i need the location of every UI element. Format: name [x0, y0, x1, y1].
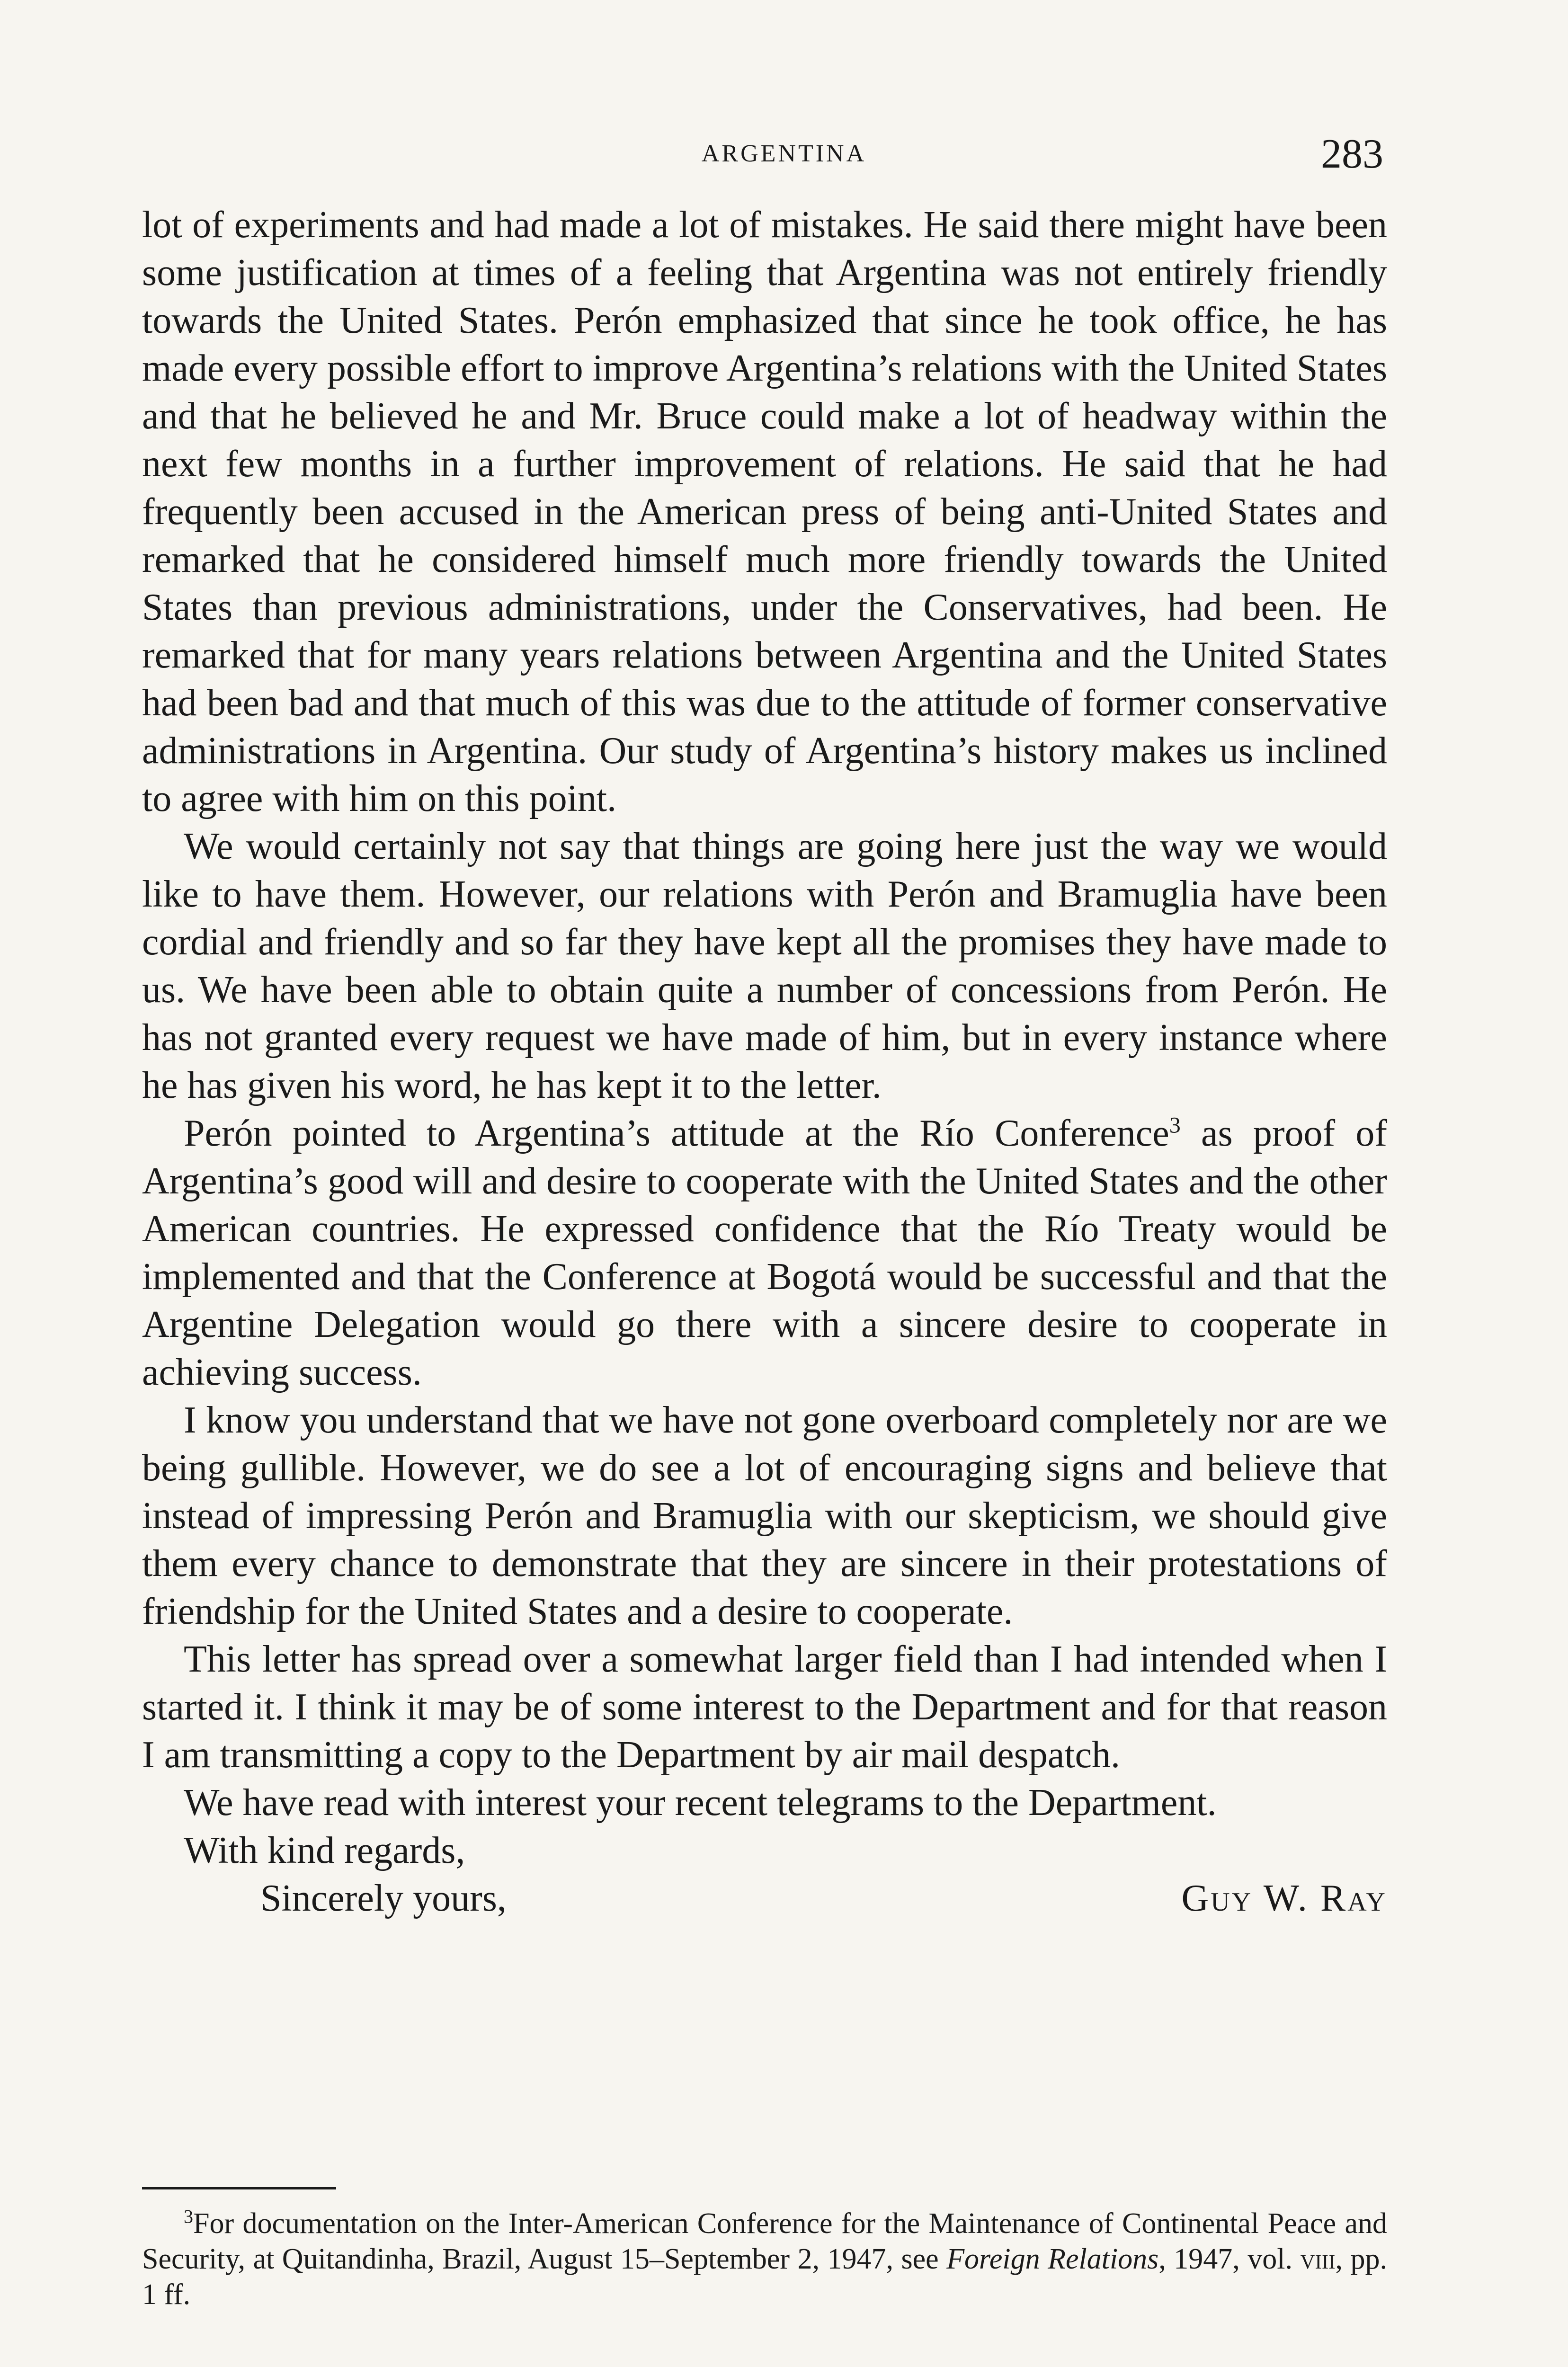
footnote [142, 2206, 1387, 2313]
letter-body [142, 201, 1387, 1922]
paragraph-relations: We would certainly not say that things are going here just the way we would like to have them. However, our relations with Perón and Bramuglia have been cordial and friendly and so far they have kept all the promises they have made to us. We have been able to obtain quite a number of concessions from Perón. He has not granted every request we have made of him, but in every instance where he has given his word, he has kept it to the letter. [142, 826, 1387, 1106]
footnote-text [142, 2206, 1387, 2313]
footnote-italic-title: Foreign Relations [946, 2243, 1159, 2275]
footnote-text-after: , pp. 1 ff. [142, 2243, 1387, 2311]
footnote-volume: viii [1300, 2243, 1336, 2275]
complimentary-close: Sincerely yours, [260, 1878, 507, 1919]
paragraph-rio-conference [142, 1110, 1387, 1397]
signer-name: Guy W. Ray [1181, 1878, 1387, 1919]
footnote-text-mid: , 1947, vol. [1158, 2243, 1301, 2275]
signature-line [142, 1875, 1387, 1922]
footnote-marker: 3 [184, 2206, 193, 2227]
paragraph-letter-scope: This letter has spread over a somewhat larger field than I had intended when I started it. I think it may be of some interest to the Department and for that reason I am transmitting a copy to the Department by air mail despatch. [142, 1638, 1387, 1776]
running-title: ARGENTINA [701, 140, 867, 167]
paragraph-continued: lot of experiments and had made a lot of mistakes. He said there might have been some justification at times of a feeling that Argentina was not entirely friendly towards the United States. Perón emphasized that since he took office, he has made every possible effort to improve Argentina’s relations with the United States and that he believed he and Mr. Bruce could make a lot of headway within the next few months in a further improvement of relations. He said that he had frequently been accused in the American press of being anti-United States and remarked that he considered himself much more friendly towards the United States than previous administrations, under the Conservatives, had been. He remarked that for many years relations between Argentina and the United States had been bad and that much of this was due to the attitude of former conservative administrations in Argentina. Our study of Argentina’s history makes us inclined to agree with him on this point. [142, 204, 1387, 819]
paragraph-skepticism: I know you understand that we have not gone overboard completely nor are we being gullible. However, we do see a lot of encouraging signs and believe that instead of impressing Perón and Bramuglia with our skepticism, we should give them every chance to demonstrate that they are sincere in their protestations of friendship for the United States and a desire to cooperate. [142, 1399, 1387, 1632]
running-head [0, 131, 1568, 177]
footnote-text-before: For documentation on the Inter-American Conference for the Maintenance of Continental Peace and Security, at Quitandinha, Brazil, August 15–September 2, 1947, see [142, 2207, 1387, 2275]
footnote-reference: 3 [1169, 1112, 1181, 1138]
page-number: 283 [1321, 131, 1383, 177]
footnote-divider [142, 2187, 336, 2189]
paragraph-telegrams: We have read with interest your recent telegrams to the Department. [184, 1782, 1217, 1824]
paragraph-regards: With kind regards, [184, 1830, 465, 1871]
paragraph-rio-text-before: Perón pointed to Argentina’s attitude at the Río Conference [184, 1112, 1169, 1154]
paragraph-rio-text-after: as proof of Argentina’s good will and desire to cooperate with the United States and the other American countries. He expressed confidence that the Río Treaty would be implemented and that the Conference at Bogotá would be successful and that the Argentine Delegation would go there with a sincere desire to cooperate in achieving success. [142, 1112, 1387, 1393]
